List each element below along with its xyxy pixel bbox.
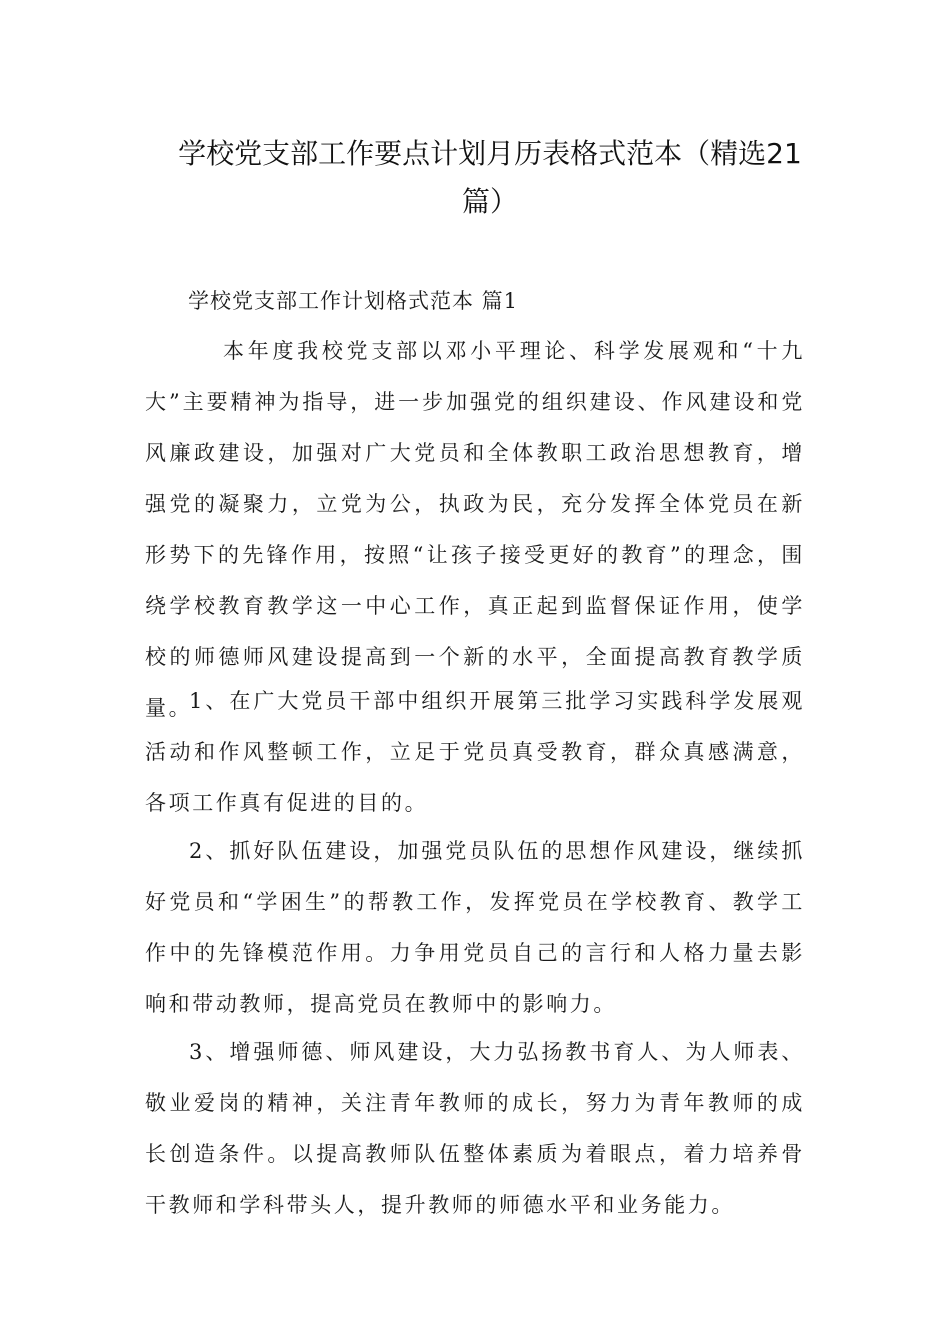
document-title	[140, 130, 840, 226]
document-title-line-2: 篇）	[461, 185, 518, 218]
document-title-line-1: 学校党支部工作要点计划月历表格式范本（精选21	[178, 137, 802, 170]
paragraph-item-1: 1、在广大党员干部中组织开展第三批学习实践科学发展观活动和作风整顿工作，立足于党员真受教育，群众真感满意，各项工作真有促进的目的。	[145, 689, 805, 815]
paragraph-item-2: 2、抓好队伍建设，加强党员队伍的思想作风建设，继续抓好党员和“学困生”的帮教工作，发挥党员在学校教育、教学工作中的先锋模范作用。力争用党员自己的言行和人格力量去影响和带动教师，提高党员在教师中的影响力。	[145, 839, 805, 1016]
paragraph-item-3: 3、增强师德、师风建设，大力弘扬教书育人、为人师表、敬业爱岗的精神，关注青年教师的成长，努力为青年教师的成长创造条件。以提高教师队伍整体素质为着眼点，着力培养骨干教师和学科带头人，提升教师的师德水平和业务能力。	[145, 1040, 805, 1217]
paragraph-intro: 本年度我校党支部以邓小平理论、科学发展观和“十九大”主要精神为指导，进一步加强党的组织建设、作风建设和党风廉政建设，加强对广大党员和全体教职工政治思想教育，增强党的凝聚力，立党为公，执政为民，充分发挥全体党员在新形势下的先锋作用，按照“让孩子接受更好的教育”的理念，围绕学校教育教学这一中心工作，真正起到监督保证作用，使学校的师德师风建设提高到一个新的水平，全面提高教育教学质量。	[145, 339, 805, 720]
section-heading: 学校党支部工作计划格式范本 篇1	[188, 289, 519, 313]
